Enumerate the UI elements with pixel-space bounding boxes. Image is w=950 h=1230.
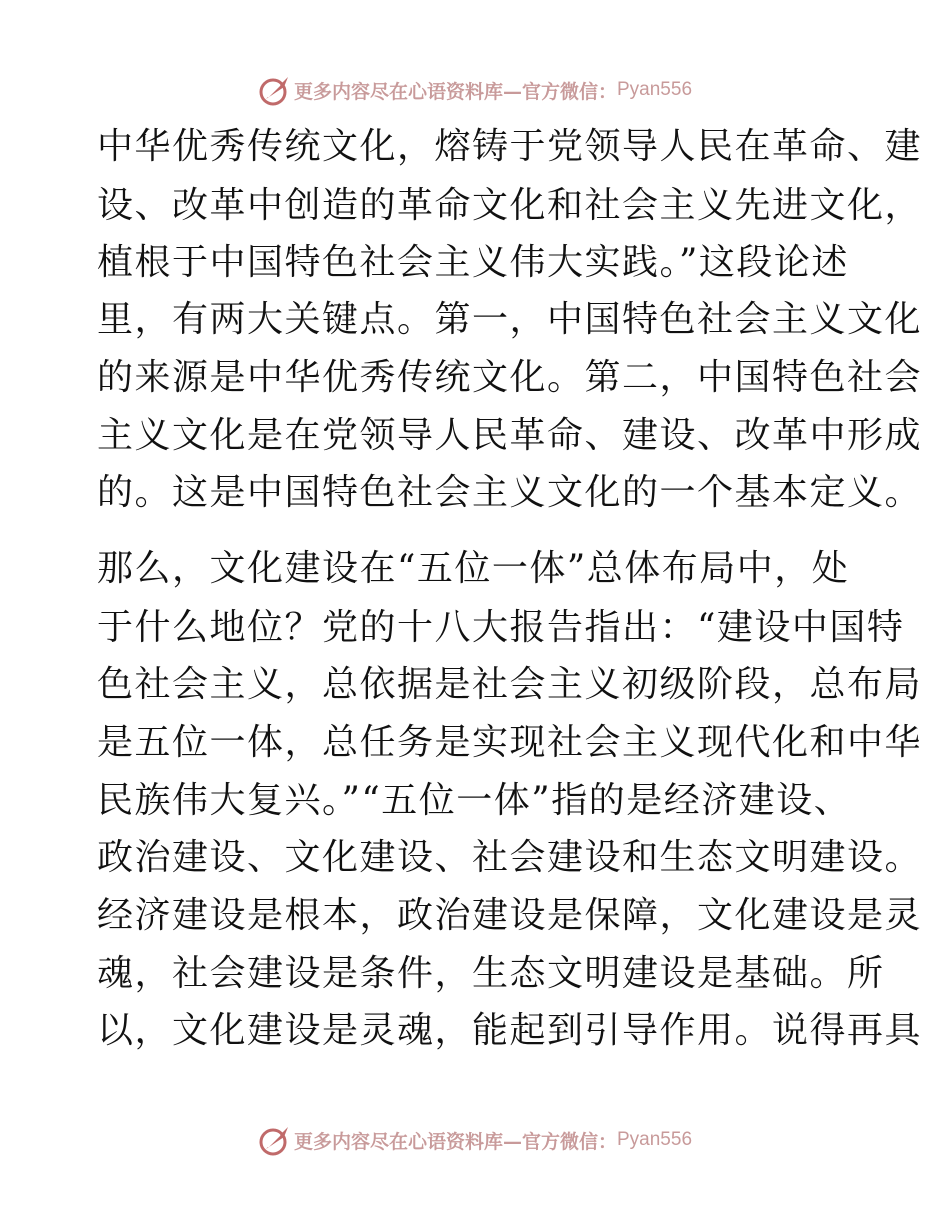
text-line: 是五位一体，总任务是实现社会主义现代化和中华	[97, 722, 923, 763]
text-line: 以，文化建设是灵魂，能起到引导作用。说得再具	[97, 1010, 923, 1051]
header-watermark-id: Pyan556	[617, 79, 693, 100]
footer-watermark-id: Pyan556	[617, 1129, 693, 1150]
text-line: 植根于中国特色社会主义伟大实践。”这段论述	[97, 242, 849, 283]
text-line: 魂，社会建设是条件，生态文明建设是基础。所	[97, 953, 885, 994]
text-line: 的。这是中国特色社会主义文化的一个基本定义。	[97, 472, 923, 513]
text-line: 的来源是中华优秀传统文化。第二，中国特色社会	[97, 357, 923, 398]
text-line: 那么，文化建设在“五位一体”总体布局中，处	[97, 548, 850, 589]
text-line: 设、改革中创造的革命文化和社会主义先进文化，	[97, 185, 923, 226]
text-line: 中华优秀传统文化，熔铸于党领导人民在革命、建	[97, 126, 923, 167]
footer-watermark-text: 更多内容尽在心语资料库—官方微信：	[293, 1130, 617, 1153]
text-line: 里，有两大关键点。第一，中国特色社会主义文化	[97, 299, 923, 340]
text-line: 政治建设、文化建设、社会建设和生态文明建设。	[97, 837, 923, 878]
text-line: 色社会主义，总依据是社会主义初级阶段，总布局	[97, 664, 923, 705]
quill-logo-icon	[258, 1123, 292, 1157]
footer-watermark	[0, 1120, 950, 1160]
header-watermark-text: 更多内容尽在心语资料库—官方微信：	[293, 80, 617, 103]
text-line: 于什么地位？党的十八大报告指出：“建设中国特	[97, 607, 905, 648]
text-line: 民族伟大复兴。”“五位一体”指的是经济建设、	[97, 780, 852, 821]
text-line: 主义文化是在党领导人民革命、建设、改革中形成	[97, 415, 923, 456]
text-line: 经济建设是根本，政治建设是保障，文化建设是灵	[97, 895, 923, 936]
